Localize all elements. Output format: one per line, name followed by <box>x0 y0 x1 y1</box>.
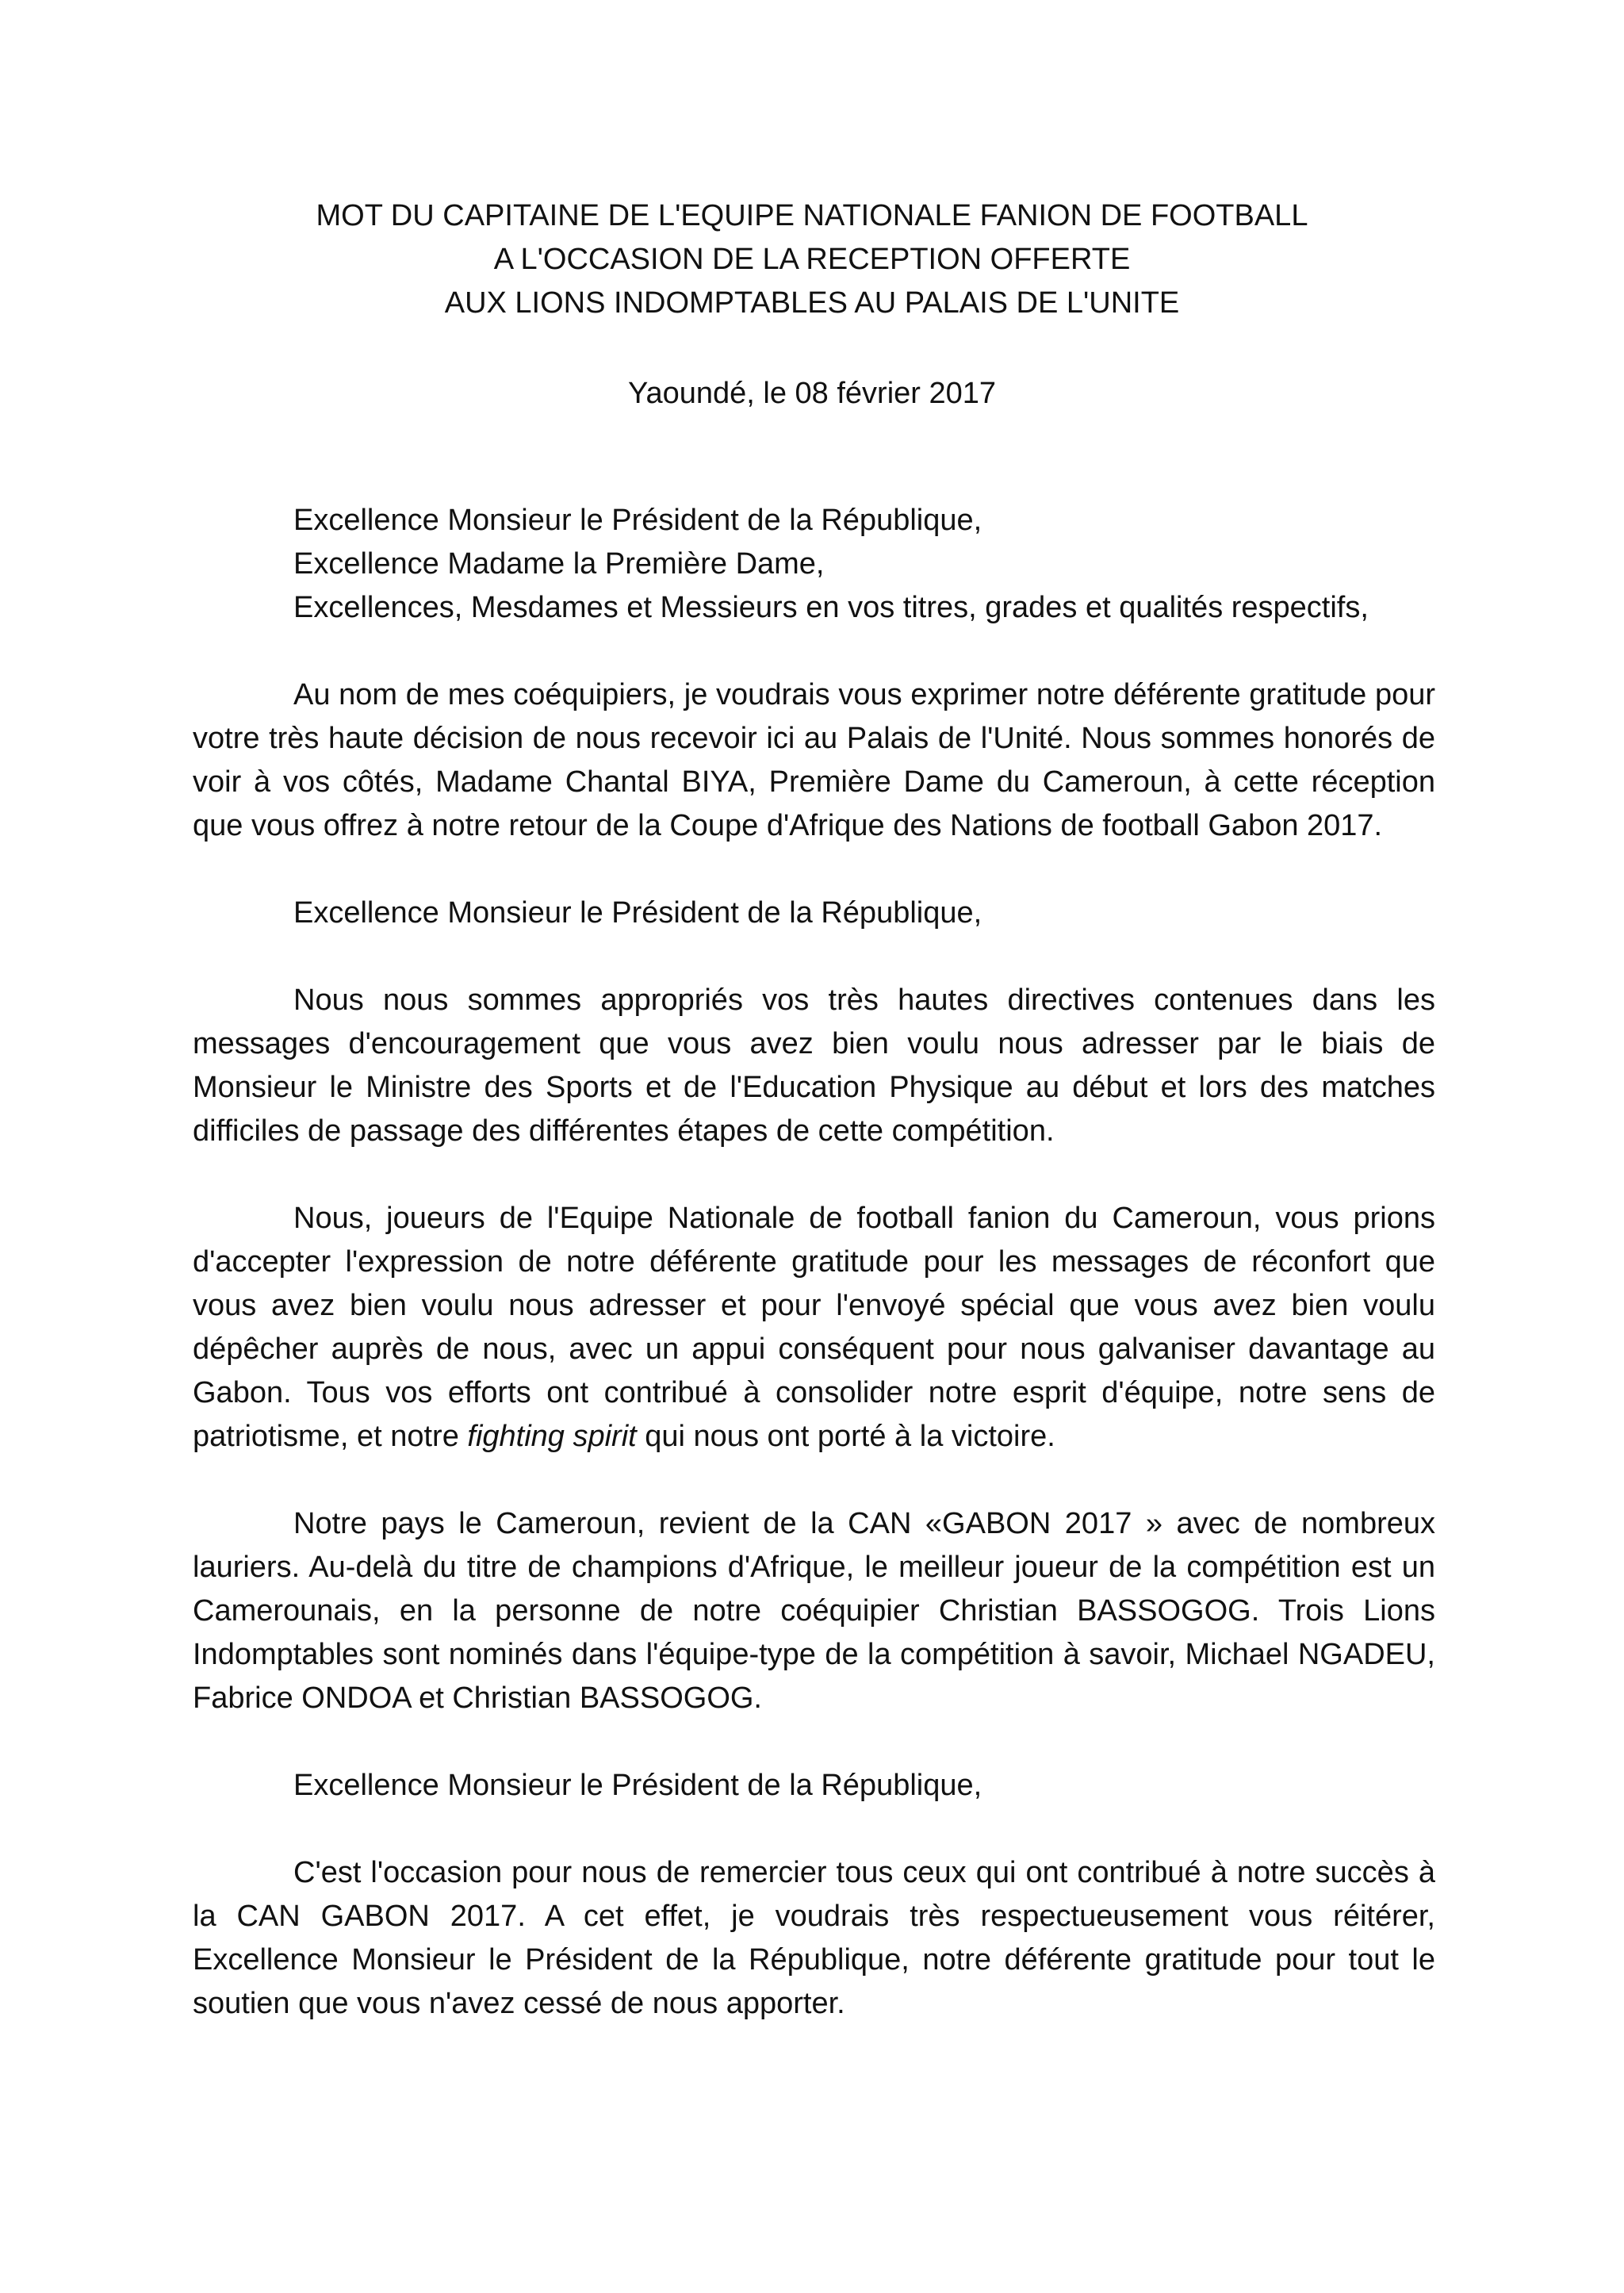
paragraph-laurels: Notre pays le Cameroun, revient de la CAN «GABON 2017 » avec de nombreux lauriers. Au-delà du titre de champions d'Afrique, le meilleur joueur de la compétition est un Camerounais, en la personne de notre coéquipier Christian BASSOGOG. Trois Lions Indomptables sont nominés dans l'équipe-type de la compétition à savoir, Michael NGADEU, Fabrice ONDOA et Christian BASSOGOG. <box>193 1507 1435 1715</box>
salutation-president: Excellence Monsieur le Président de la République, <box>293 504 982 537</box>
speech-title <box>0 194 1624 325</box>
date-line: Yaoundé, le 08 février 2017 <box>627 377 997 410</box>
paragraph-players <box>193 1197 1435 1459</box>
salutations-block <box>293 499 1522 630</box>
fighting-spirit-emphasis: fighting spirit <box>467 1420 637 1453</box>
address-president-1: Excellence Monsieur le Président de la République, <box>293 896 982 930</box>
title-line-2: A L'OCCASION DE LA RECEPTION OFFERTE <box>493 243 1131 276</box>
salutation-first-lady: Excellence Madame la Première Dame, <box>293 547 825 581</box>
title-line-1: MOT DU CAPITAINE DE L'EQUIPE NATIONALE FANION DE FOOTBALL <box>316 199 1308 232</box>
title-line-3: AUX LIONS INDOMPTABLES AU PALAIS DE L'UNITE <box>444 286 1180 320</box>
paragraph-players-end: qui nous ont porté à la victoire. <box>636 1420 1055 1453</box>
salutation-excellences: Excellences, Mesdames et Messieurs en vos titres, grades et qualités respectifs, <box>293 591 1369 624</box>
paragraph-players-text: Nous, joueurs de l'Equipe Nationale de football fanion du Cameroun, vous prions d'accepter l'expression de notre déférente gratitude pour les messages de réconfort que vous avez bien voulu nous adresser et pour l'envoyé spécial que vous avez bien voulu dépêcher auprès de nous, avec un appui conséquent pour nous galvaniser davantage au Gabon. Tous vos efforts ont contribué à consolider notre esprit d'équipe, notre sens de patriotisme, et notre <box>193 1202 1435 1453</box>
speech-body <box>193 673 1435 2026</box>
paragraph-gratitude: Au nom de mes coéquipiers, je voudrais vous exprimer notre déférente gratitude pour votre très haute décision de nous recevoir ici au Palais de l'Unité. Nous sommes honorés de voir à vos côtés, Madame Chantal BIYA, Première Dame du Cameroun, à cette réception que vous offrez à notre retour de la Coupe d'Afrique des Nations de football Gabon 2017. <box>193 678 1435 842</box>
address-president-2: Excellence Monsieur le Président de la République, <box>293 1769 982 1802</box>
paragraph-directives: Nous nous sommes appropriés vos très hautes directives contenues dans les messages d'encouragement que vous avez bien voulu nous adresser par le biais de Monsieur le Ministre des Sports et de l'Education Physique au début et lors des matches difficiles de passage des différentes étapes de cette compétition. <box>193 984 1435 1148</box>
paragraph-thanks: C'est l'occasion pour nous de remercier tous ceux qui ont contribué à notre succès à la CAN GABON 2017. A cet effet, je voudrais très respectueusement vous réitérer, Excellence Monsieur le Président de la République, notre déférente gratitude pour tout le soutien que vous n'avez cessé de nous apporter. <box>193 1856 1435 2020</box>
